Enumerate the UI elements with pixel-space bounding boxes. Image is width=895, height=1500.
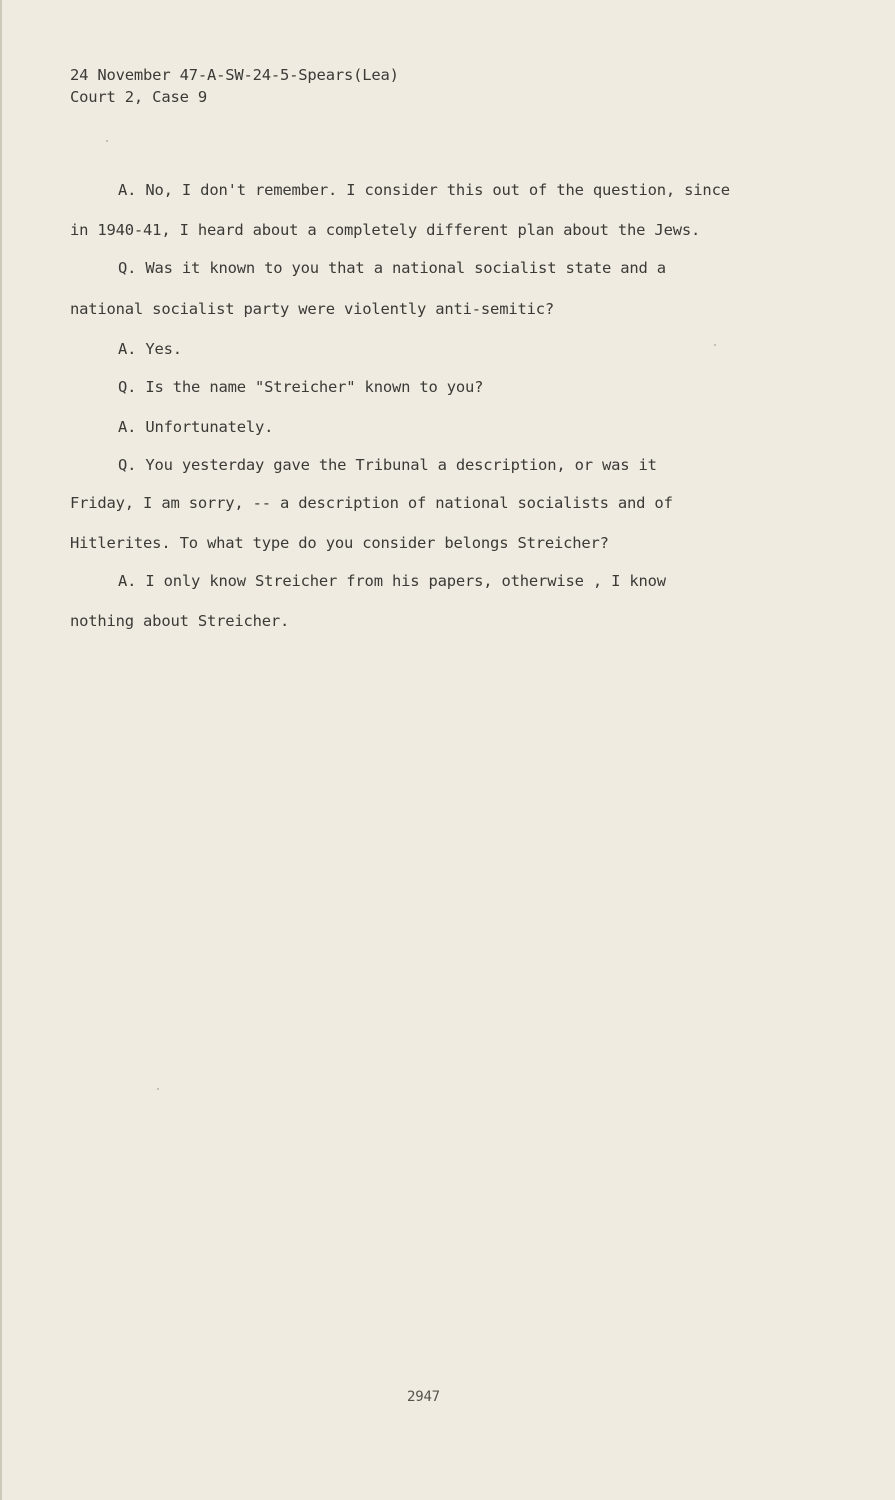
transcript-line: in 1940-41, I heard about a completely different plan about the Jews. — [70, 221, 701, 239]
transcript-line: A. Unfortunately. — [118, 418, 274, 436]
paper-speck — [157, 1088, 159, 1090]
transcript-line: nothing about Streicher. — [70, 612, 290, 630]
transcript-line: national socialist party were violently anti-semitic? — [70, 300, 554, 318]
header-court-line: Court 2, Case 9 — [70, 88, 207, 106]
transcript-line: Q. Is the name "Streicher" known to you? — [118, 378, 484, 396]
document-header — [70, 64, 399, 108]
paper-speck — [106, 140, 108, 142]
transcript-line: Hitlerites. To what type do you consider belongs Streicher? — [70, 534, 609, 552]
transcript-line: Friday, I am sorry, -- a description of national socialists and of — [70, 494, 673, 512]
transcript-line: A. No, I don't remember. I consider this out of the question, since — [118, 181, 730, 199]
transcript-line: Q. You yesterday gave the Tribunal a description, or was it — [118, 456, 657, 474]
page-number: 2947 — [407, 1389, 440, 1405]
transcript-line: Q. Was it known to you that a national socialist state and a — [118, 259, 666, 277]
transcript-line: A. Yes. — [118, 340, 182, 358]
paper-speck — [714, 344, 716, 346]
header-reference-line: 24 November 47-A-SW-24-5-Spears(Lea) — [70, 66, 399, 84]
transcript-line: A. I only know Streicher from his papers, otherwise , I know — [118, 572, 666, 590]
